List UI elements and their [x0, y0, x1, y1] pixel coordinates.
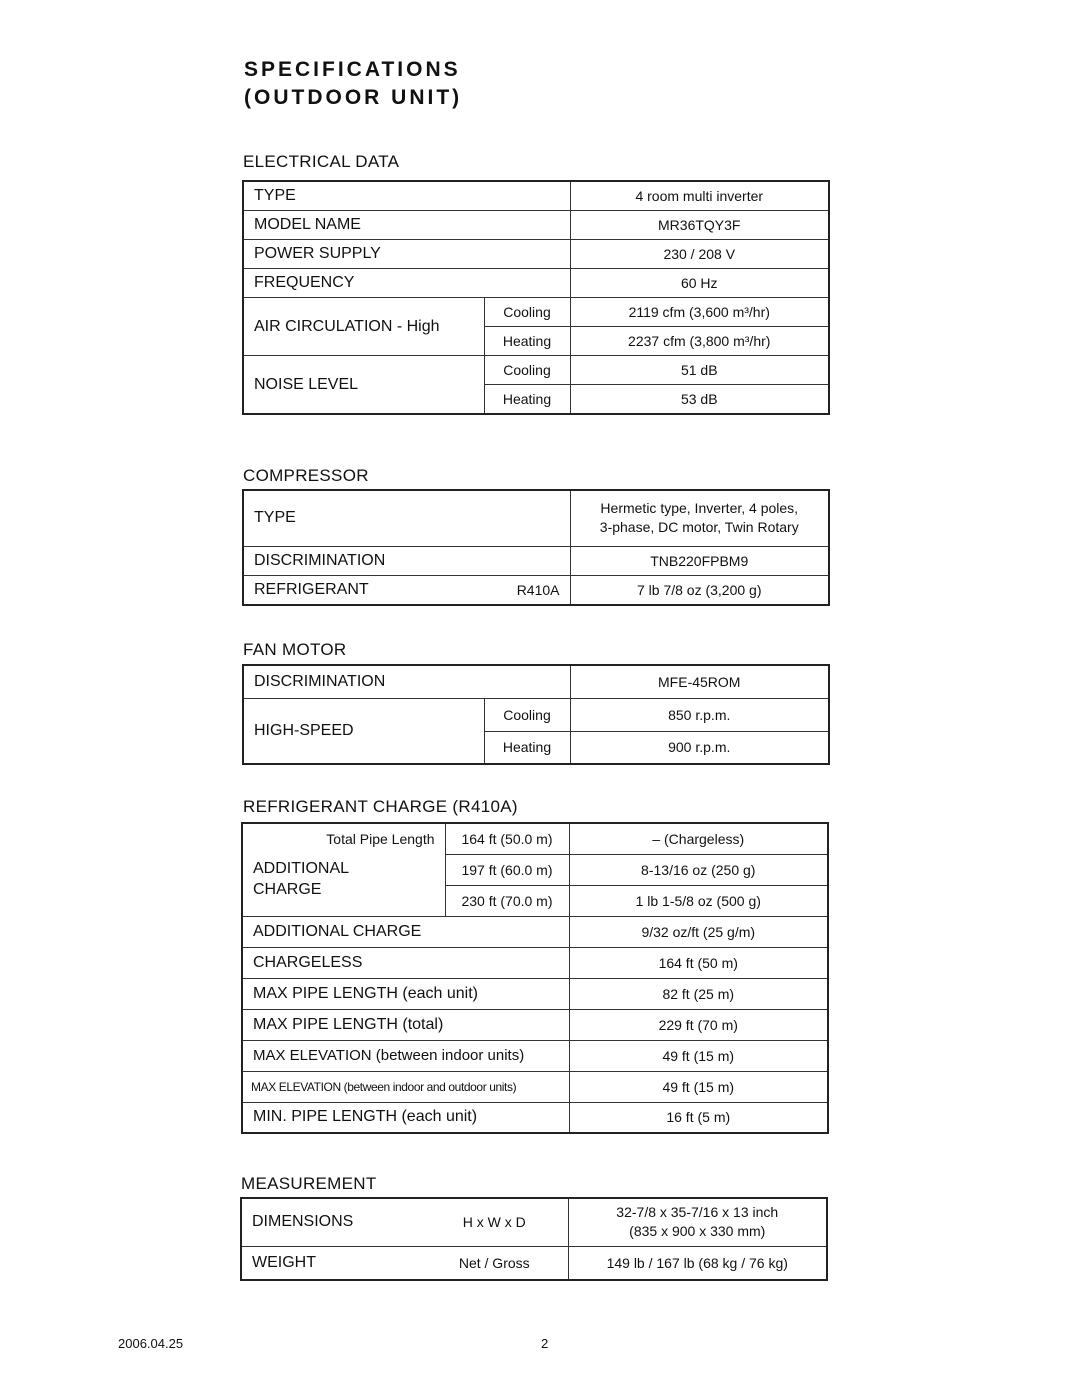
- charge-table: [241, 822, 829, 1134]
- section-heading-fan: FAN MOTOR: [243, 640, 347, 659]
- row-label: POWER SUPPLY: [243, 240, 570, 269]
- row-value: 850 r.p.m.: [570, 698, 829, 731]
- pipe-length: 164 ft (50.0 m): [445, 823, 569, 854]
- row-value: 60 Hz: [570, 269, 829, 298]
- mode-label: Heating: [484, 327, 570, 356]
- type-value-line-2: 3-phase, DC motor, Twin Rotary: [599, 519, 799, 536]
- row-value: 53 dB: [570, 385, 829, 415]
- section-heading-compressor: COMPRESSOR: [243, 466, 369, 485]
- row-value: MR36TQY3F: [570, 211, 829, 240]
- footer-date: 2006.04.25: [118, 1336, 184, 1351]
- electrical-table: [242, 180, 830, 415]
- mode-label: Cooling: [484, 698, 570, 731]
- row-value: 9/32 oz/ft (25 g/m): [569, 916, 828, 947]
- row-label: MAX ELEVATION (between indoor and outdoor units): [242, 1071, 569, 1102]
- row-label: REFRIGERANT: [243, 575, 484, 605]
- row-label: WEIGHT: [241, 1246, 421, 1280]
- table-row: [241, 1198, 827, 1246]
- table-row: [241, 1246, 827, 1280]
- label-line-1: ADDITIONAL: [253, 860, 350, 877]
- row-value: 230 / 208 V: [570, 240, 829, 269]
- section-heading-measurement: MEASUREMENT: [241, 1174, 377, 1193]
- table-row: [242, 823, 828, 854]
- row-label: FREQUENCY: [243, 269, 570, 298]
- page-title: [244, 56, 462, 112]
- mode-label: Cooling: [484, 356, 570, 385]
- row-label: MAX PIPE LENGTH (each unit): [242, 978, 569, 1009]
- table-row: [243, 269, 829, 298]
- table-row: [242, 947, 828, 978]
- row-sublabel: H x W x D: [421, 1198, 568, 1246]
- row-value: 149 lb / 167 lb (68 kg / 76 kg): [568, 1246, 827, 1280]
- table-row: [242, 1071, 828, 1102]
- mode-label: Heating: [484, 385, 570, 415]
- row-label: MAX ELEVATION (between indoor units): [242, 1040, 569, 1071]
- row-sublabel: Net / Gross: [421, 1246, 568, 1280]
- table-row: [242, 1102, 828, 1133]
- row-value: 2237 cfm (3,800 m³/hr): [570, 327, 829, 356]
- row-value: 8-13/16 oz (250 g): [569, 854, 828, 885]
- total-pipe-length-label: Total Pipe Length: [242, 823, 445, 854]
- row-value: 4 room multi inverter: [570, 181, 829, 211]
- row-label: DISCRIMINATION: [243, 665, 570, 698]
- row-value: TNB220FPBM9: [570, 546, 829, 575]
- row-label: HIGH-SPEED: [243, 698, 484, 764]
- additional-charge-label: [242, 854, 445, 916]
- table-row: [242, 1009, 828, 1040]
- type-value-line-1: Hermetic type, Inverter, 4 poles,: [600, 500, 799, 517]
- row-value: 82 ft (25 m): [569, 978, 828, 1009]
- table-row: [242, 1040, 828, 1071]
- row-label: DIMENSIONS: [241, 1198, 421, 1246]
- refrigerant-type: R410A: [484, 575, 570, 605]
- row-value: 7 lb 7/8 oz (3,200 g): [570, 575, 829, 605]
- row-label: NOISE LEVEL: [243, 356, 484, 415]
- table-row: [242, 854, 828, 885]
- compressor-table: [242, 489, 830, 606]
- row-value: 49 ft (15 m): [569, 1071, 828, 1102]
- row-value: [568, 1198, 827, 1246]
- row-value: 2119 cfm (3,600 m³/hr): [570, 298, 829, 327]
- table-row: [243, 698, 829, 731]
- table-row: [243, 665, 829, 698]
- label-line-2: CHARGE: [253, 881, 322, 898]
- row-value: 51 dB: [570, 356, 829, 385]
- table-row: [243, 240, 829, 269]
- row-label: DISCRIMINATION: [243, 546, 570, 575]
- pipe-length: 230 ft (70.0 m): [445, 885, 569, 916]
- fan-table: [242, 664, 830, 765]
- row-value: – (Chargeless): [569, 823, 828, 854]
- row-label: MODEL NAME: [243, 211, 570, 240]
- row-label: MIN. PIPE LENGTH (each unit): [242, 1102, 569, 1133]
- row-value: MFE-45ROM: [570, 665, 829, 698]
- row-value: 1 lb 1-5/8 oz (500 g): [569, 885, 828, 916]
- table-row: [243, 298, 829, 327]
- row-value: 49 ft (15 m): [569, 1040, 828, 1071]
- dimensions-inch: 32-7/8 x 35-7/16 x 13 inch: [616, 1204, 779, 1221]
- measurement-table: [240, 1197, 828, 1281]
- dimensions-mm: (835 x 900 x 330 mm): [629, 1223, 766, 1240]
- page-number: 2: [541, 1336, 549, 1351]
- table-row: [243, 211, 829, 240]
- section-heading-electrical: ELECTRICAL DATA: [243, 152, 400, 171]
- row-value: 164 ft (50 m): [569, 947, 828, 978]
- row-value: 229 ft (70 m): [569, 1009, 828, 1040]
- pipe-length: 197 ft (60.0 m): [445, 854, 569, 885]
- table-row: [242, 978, 828, 1009]
- title-line-2: (OUTDOOR UNIT): [244, 86, 463, 109]
- row-value: [570, 490, 829, 546]
- section-heading-charge: REFRIGERANT CHARGE (R410A): [243, 797, 518, 816]
- row-label: TYPE: [243, 490, 570, 546]
- table-row: [242, 916, 828, 947]
- row-label: CHARGELESS: [242, 947, 569, 978]
- row-label: ADDITIONAL CHARGE: [242, 916, 569, 947]
- title-line-1: SPECIFICATIONS: [244, 58, 461, 81]
- table-row: [243, 575, 829, 605]
- row-value: 900 r.p.m.: [570, 731, 829, 764]
- table-row: [243, 490, 829, 546]
- mode-label: Heating: [484, 731, 570, 764]
- table-row: [243, 356, 829, 385]
- table-row: [243, 181, 829, 211]
- row-label: TYPE: [243, 181, 570, 211]
- mode-label: Cooling: [484, 298, 570, 327]
- row-label: AIR CIRCULATION - High: [243, 298, 484, 356]
- table-row: [243, 546, 829, 575]
- row-value: 16 ft (5 m): [569, 1102, 828, 1133]
- row-label: MAX PIPE LENGTH (total): [242, 1009, 569, 1040]
